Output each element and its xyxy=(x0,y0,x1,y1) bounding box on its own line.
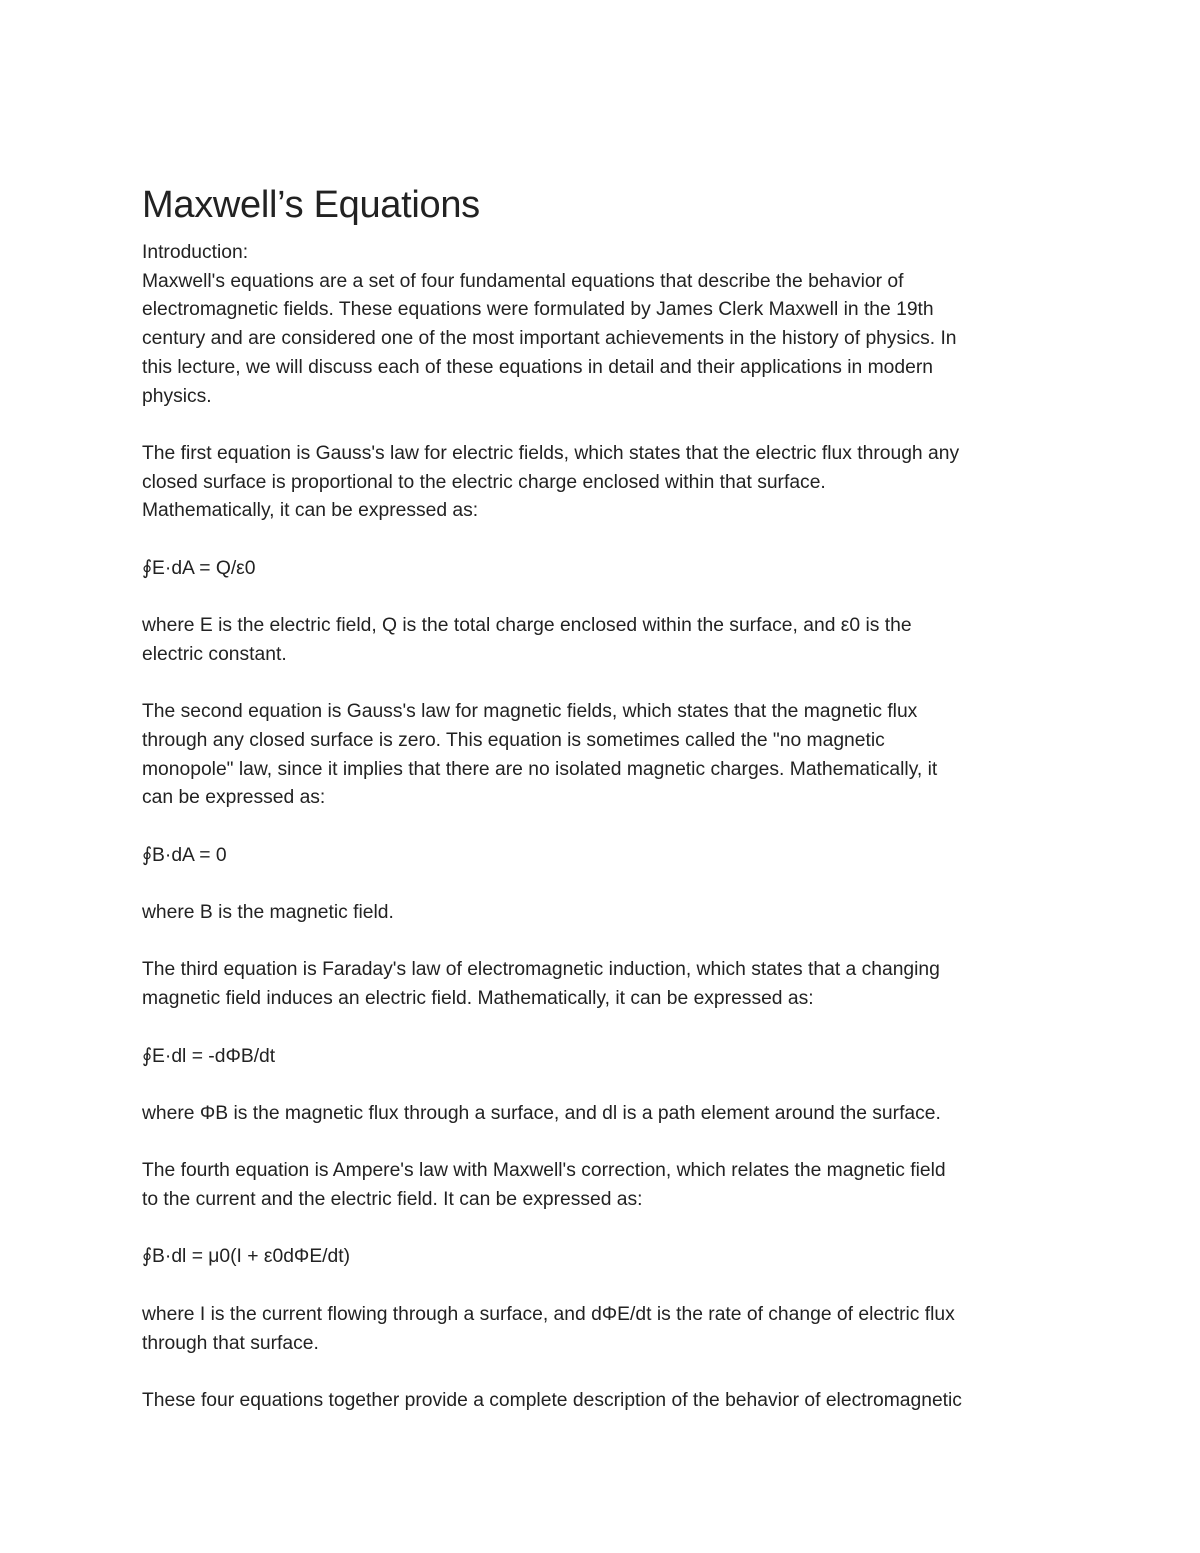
text-line: closed surface is proportional to the electric charge enclosed within that surface. xyxy=(142,471,826,493)
text-line: magnetic field induces an electric field. Mathematically, it can be expressed as: xyxy=(142,988,814,1010)
text-line: century and are considered one of the most important achievements in the history of physics. In xyxy=(142,328,957,350)
text-line: to the current and the electric field. It can be expressed as: xyxy=(142,1189,643,1211)
document-body xyxy=(142,239,1082,1416)
paragraph xyxy=(142,1157,1082,1214)
paragraph xyxy=(142,1100,1082,1129)
text-line: through any closed surface is zero. This equation is sometimes called the "no magnetic xyxy=(142,729,885,751)
text-line: The second equation is Gauss's law for magnetic fields, which states that the magnetic flux xyxy=(142,701,918,723)
text-line: where ΦB is the magnetic flux through a surface, and dl is a path element around the surface. xyxy=(142,1102,941,1124)
paragraph xyxy=(142,956,1082,1013)
paragraph xyxy=(142,1301,1082,1358)
text-line: ∮B·dA = 0 xyxy=(142,844,227,866)
paragraph xyxy=(142,899,1082,928)
text-line: Mathematically, it can be expressed as: xyxy=(142,500,479,522)
document-page xyxy=(142,183,1082,1444)
text-line: Introduction: xyxy=(142,242,249,263)
text-line: where I is the current flowing through a surface, and dΦE/dt is the rate of change of electric flux xyxy=(142,1303,955,1325)
text-line: physics. xyxy=(142,385,212,407)
paragraph xyxy=(142,612,1082,669)
text-line: can be expressed as: xyxy=(142,787,326,809)
document-title: Maxwell’s Equations xyxy=(142,184,480,226)
text-line: Maxwell's equations are a set of four fundamental equations that describe the behavior of xyxy=(142,270,904,292)
text-line: ∮E·dl = -dΦB/dt xyxy=(142,1045,276,1067)
paragraph xyxy=(142,1387,1082,1416)
text-line: ∮B·dl = μ0(I + ε0dΦE/dt) xyxy=(142,1246,351,1268)
text-line: electric constant. xyxy=(142,643,287,665)
paragraph xyxy=(142,698,1082,813)
equation xyxy=(142,1043,1082,1072)
text-line: These four equations together provide a complete description of the behavior of electromagnetic xyxy=(142,1389,962,1411)
text-line: The first equation is Gauss's law for electric fields, which states that the electric flux through any xyxy=(142,442,960,464)
text-line: this lecture, we will discuss each of these equations in detail and their applications in modern xyxy=(142,356,933,378)
text-line: electromagnetic fields. These equations were formulated by James Clerk Maxwell in the 19th xyxy=(142,299,934,321)
text-line: where E is the electric field, Q is the total charge enclosed within the surface, and ε0 is the xyxy=(142,615,912,637)
paragraph xyxy=(142,440,1082,526)
text-line: monopole" law, since it implies that there are no isolated magnetic charges. Mathematically, it xyxy=(142,758,938,780)
text-line: The fourth equation is Ampere's law with Maxwell's correction, which relates the magnetic field xyxy=(142,1160,946,1182)
text-line: ∮E·dA = Q/ε0 xyxy=(142,557,256,579)
text-line: The third equation is Faraday's law of electromagnetic induction, which states that a changing xyxy=(142,959,940,981)
equation xyxy=(142,555,1082,584)
equation xyxy=(142,842,1082,871)
text-line: where B is the magnetic field. xyxy=(142,902,394,924)
paragraph xyxy=(142,239,1082,411)
text-line: through that surface. xyxy=(142,1332,319,1354)
equation xyxy=(142,1243,1082,1272)
